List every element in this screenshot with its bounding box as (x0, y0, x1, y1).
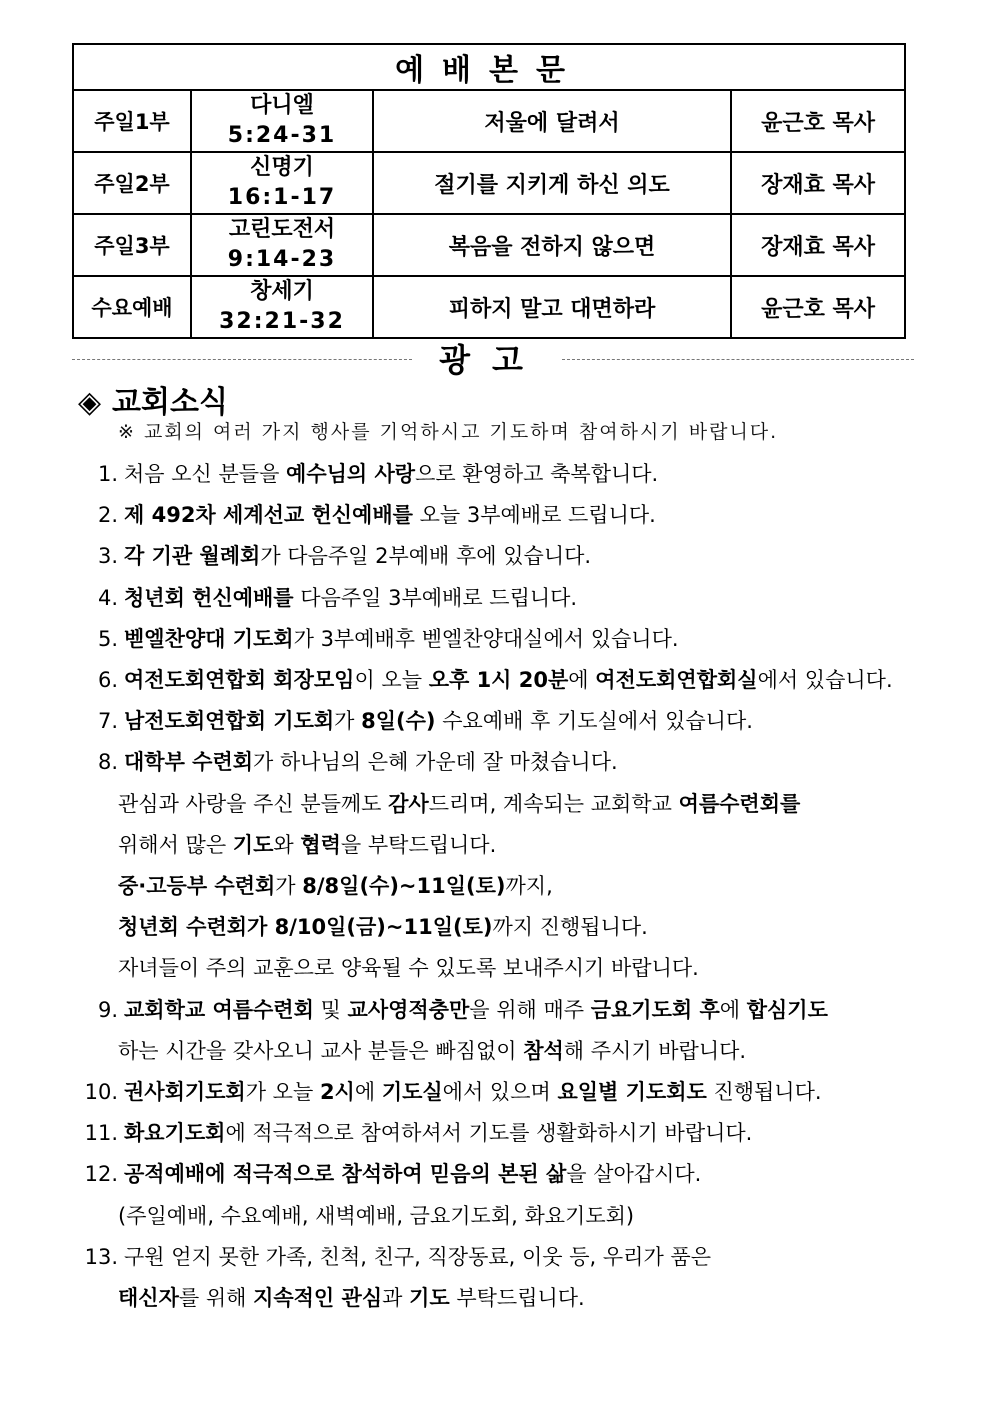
news-text: 가 (275, 874, 303, 898)
ad-section-header (72, 335, 914, 379)
news-text: (주일예배, 수요예배, 새벽예배, 금요기도회, 화요기도회) (118, 1203, 635, 1228)
news-text: 드리며, 계속되는 교회학교 (428, 791, 679, 816)
news-emphasis: 여전도회연합회실 (595, 668, 758, 692)
news-item-continuation (72, 829, 496, 859)
news-emphasis: 오후 1시 20분 (428, 668, 569, 692)
news-item (72, 582, 577, 612)
news-emphasis: 8/8일(수)~11일(토) (302, 874, 506, 898)
news-item-continuation (72, 911, 648, 941)
news-item-number: 11. (84, 1121, 118, 1146)
scripture-book: 고린도전서 (228, 217, 336, 242)
news-text: 에서 있으며 (442, 1080, 558, 1104)
scripture-verse: 16:1-17 (227, 185, 337, 210)
news-note: ※ 교회의 여러 가지 행사를 기억하시고 기도하며 참여하시기 바랍니다. (118, 421, 779, 443)
news-text: 에 (568, 668, 596, 692)
news-text: 하는 시간을 갖사오니 교사 분들은 빠짐없이 (118, 1038, 524, 1063)
news-item (72, 458, 658, 488)
news-text: 가 (334, 709, 362, 734)
news-text: 및 (313, 997, 348, 1022)
news-text: 오늘 3부예배로 드립니다. (412, 503, 656, 528)
news-text: 에서 있습니다. (757, 668, 893, 692)
news-text: 구원 얻지 못한 가족, 친척, 친구, 직장동료, 이웃 등, 우리가 품은 (124, 1244, 711, 1269)
news-text: 다음주일 3부예배로 드립니다. (293, 585, 578, 610)
scripture-book: 창세기 (250, 279, 314, 304)
news-text: 에 (354, 1080, 382, 1104)
scripture-book: 신명기 (250, 155, 314, 180)
news-emphasis: 중·고등부 수련회 (118, 874, 276, 898)
news-emphasis: 금요기도회 후 (590, 997, 720, 1022)
news-item-number: 13. (84, 1244, 118, 1269)
news-text: 진행됩니다. (706, 1080, 822, 1104)
divider-left (72, 359, 412, 360)
sermon-row (73, 214, 905, 276)
news-emphasis: 권사회기도회 (124, 1080, 246, 1104)
news-emphasis: 대학부 수련회 (124, 750, 254, 775)
news-text: 이 오늘 (354, 668, 429, 692)
sermon-table (72, 43, 906, 339)
news-text: 까지 진행됩니다. (492, 915, 648, 940)
news-text: 가 3부예배후 벧엘찬양대실에서 있습니다. (293, 626, 679, 651)
news-item (72, 746, 618, 776)
news-item-number: 9. (97, 997, 118, 1022)
scripture-cell (191, 276, 373, 338)
news-item-continuation (72, 870, 553, 900)
news-item (72, 1158, 701, 1188)
news-emphasis: 기도 (232, 832, 274, 857)
news-emphasis: 감사 (388, 791, 429, 816)
news-emphasis: 화요기도회 (124, 1121, 226, 1146)
news-text: 해 주시기 바랍니다. (563, 1038, 747, 1063)
sermon-row (73, 90, 905, 152)
news-emphasis: 합심기도 (746, 997, 828, 1022)
scripture-cell (191, 90, 373, 152)
news-emphasis: 기도실 (381, 1080, 443, 1104)
news-item-number: 5. (97, 626, 118, 651)
scripture-cell (191, 152, 373, 214)
news-item-number: 1. (97, 462, 118, 486)
news-text: 자녀들이 주의 교훈으로 양육될 수 있도록 보내주시기 바랍니다. (118, 956, 699, 981)
news-emphasis: 여름수련회를 (678, 791, 801, 816)
news-text: 가 다음주일 2부예배 후에 있습니다. (260, 544, 592, 569)
news-item-number: 3. (97, 544, 118, 569)
news-item-number: 8. (97, 750, 118, 775)
news-item (72, 1076, 822, 1106)
sermon-title: 저울에 달려서 (373, 90, 731, 152)
sermon-title: 복음을 전하지 않으면 (373, 214, 731, 276)
news-text: 과 (382, 1286, 410, 1310)
news-item (72, 994, 828, 1024)
news-emphasis: 벧엘찬양대 기도회 (124, 626, 294, 651)
news-text: 관심과 사랑을 주신 분들께도 (118, 791, 389, 816)
sermon-row (73, 152, 905, 214)
news-text: 가 오늘 (245, 1080, 320, 1104)
service-name: 주일3부 (73, 214, 191, 276)
news-emphasis: 참석 (523, 1038, 564, 1063)
news-item-continuation (72, 1035, 746, 1065)
sermon-title: 피하지 말고 대면하라 (373, 276, 731, 338)
scripture-verse: 5:24-31 (227, 123, 337, 148)
preacher-name: 윤근호 목사 (731, 90, 905, 152)
news-emphasis: 교회학교 여름수련회 (124, 997, 314, 1022)
news-item (72, 540, 591, 570)
news-text: 위해서 많은 (118, 832, 233, 857)
news-text: 처음 오신 분들을 (124, 462, 287, 486)
news-item (72, 623, 679, 653)
news-text: 에 (719, 997, 747, 1022)
preacher-name: 장재효 목사 (731, 214, 905, 276)
diamond-icon: ◈ (78, 385, 102, 420)
news-item-continuation (72, 1282, 585, 1312)
news-emphasis: 청년회 수련회가 8/10일(금)~11일(토) (118, 915, 493, 940)
news-item (72, 664, 893, 694)
service-name: 주일2부 (73, 152, 191, 214)
ad-title: 광고 (439, 341, 545, 379)
news-emphasis: 제 492차 세계선교 헌신예배를 (124, 503, 413, 528)
news-heading (78, 377, 228, 421)
news-item-continuation (72, 788, 800, 818)
news-item (72, 1117, 752, 1147)
preacher-name: 장재효 목사 (731, 152, 905, 214)
sermon-row (73, 276, 905, 338)
news-item (72, 1241, 711, 1271)
news-emphasis: 남전도회연합회 기도회 (124, 709, 335, 734)
preacher-name: 윤근호 목사 (731, 276, 905, 338)
news-item (72, 499, 656, 529)
scripture-verse: 9:14-23 (227, 247, 337, 272)
news-emphasis: 각 기관 월례회 (124, 544, 261, 569)
news-emphasis: 요일별 기도회도 (557, 1080, 707, 1104)
news-emphasis: 공적예배에 적극적으로 참석하여 믿음의 본된 삶 (124, 1162, 567, 1187)
news-emphasis: 지속적인 관심 (253, 1286, 383, 1310)
scripture-book: 다니엘 (250, 93, 314, 118)
news-item-continuation (72, 952, 699, 982)
news-text: 까지, (505, 874, 553, 898)
news-item-number: 4. (97, 585, 118, 610)
divider-right (562, 359, 914, 360)
news-text: 을 부탁드립니다. (340, 832, 497, 857)
news-emphasis: 예수님의 사랑 (286, 462, 416, 486)
news-text: 에 적극적으로 참여하셔서 기도를 생활화하시기 바랍니다. (225, 1121, 753, 1146)
news-item-number: 2. (97, 503, 118, 528)
news-emphasis: 2시 (319, 1080, 355, 1104)
news-heading-text: 교회소식 (112, 385, 228, 420)
scripture-cell (191, 214, 373, 276)
news-emphasis: 태신자 (118, 1286, 179, 1310)
news-emphasis: 8일(수) (361, 709, 436, 734)
news-text: 을 위해 매주 (469, 997, 591, 1022)
news-item-number: 12. (84, 1162, 118, 1187)
news-emphasis: 여전도회연합회 회장모임 (124, 668, 355, 692)
news-text: 부탁드립니다. (449, 1286, 585, 1310)
news-text: 을 살아갑시다. (566, 1162, 702, 1187)
news-text: 를 위해 (178, 1286, 254, 1310)
sermon-title: 절기를 지키게 하신 의도 (373, 152, 731, 214)
news-emphasis: 청년회 헌신예배를 (124, 585, 294, 610)
news-text: 수요예배 후 기도실에서 있습니다. (435, 709, 753, 734)
news-item-number: 6. (97, 668, 118, 692)
news-text: 으로 환영하고 축복합니다. (415, 462, 659, 486)
news-text: 와 (273, 832, 301, 857)
news-emphasis: 기도 (409, 1286, 450, 1310)
news-item-number: 10. (84, 1080, 118, 1104)
news-item-continuation (72, 1200, 634, 1230)
news-text: 가 하나님의 은혜 가운데 잘 마쳤습니다. (253, 750, 618, 775)
scripture-verse: 32:21-32 (219, 309, 345, 334)
sermon-table-title: 예배본문 (73, 44, 905, 90)
news-item-number: 7. (97, 709, 118, 734)
service-name: 수요예배 (73, 276, 191, 338)
news-emphasis: 교사영적충만 (347, 997, 470, 1022)
news-item (72, 705, 753, 735)
service-name: 주일1부 (73, 90, 191, 152)
news-emphasis: 협력 (300, 832, 341, 857)
